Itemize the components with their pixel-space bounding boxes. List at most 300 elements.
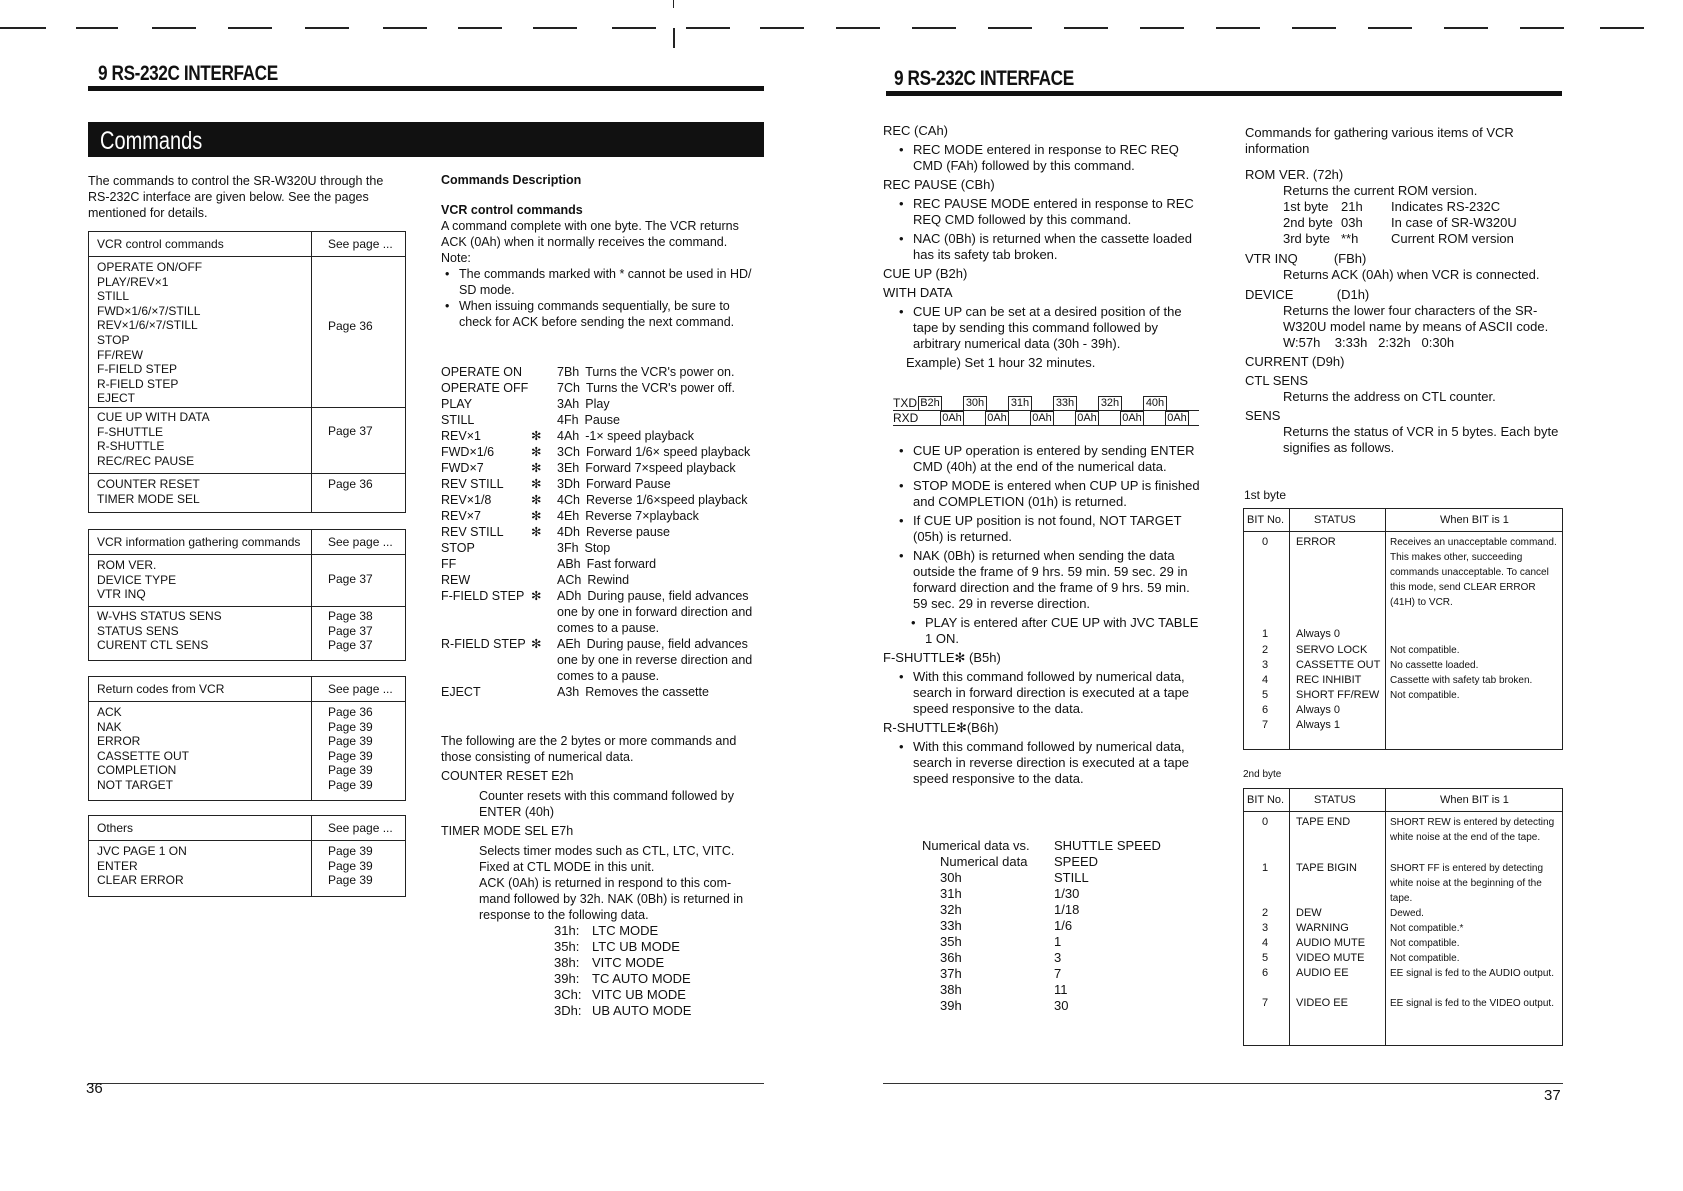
command-name: FF (441, 557, 457, 571)
bit-number: 0 (1262, 816, 1269, 828)
table-cell: ACK NAK ERROR CASSETTE OUT COMPLETION NOT TARGET (97, 705, 190, 792)
command-code: 7Bh (557, 365, 580, 379)
command-title: F-SHUTTLE✻ (B5h) (883, 650, 1001, 665)
footer-rule-left (88, 1083, 764, 1084)
paragraph: Returns the status of VCR in 5 bytes. Each byte signifies as follows. (1283, 424, 1559, 455)
header-rule-right (886, 91, 1562, 96)
bit-description: No cassette loaded. (1390, 660, 1479, 671)
bullet-item: • With this command followed by numerical data, search in forward direction is executed at a tape speed responsive to the data. (895, 669, 1205, 717)
command-code: ADh (557, 589, 582, 603)
commands-description (441, 172, 761, 330)
section-subtitle: VCR control commands (441, 203, 583, 217)
bit-status: AUDIO EE (1296, 967, 1349, 979)
bit-status: TAPE BIGIN (1296, 862, 1357, 874)
shuttle-row (922, 886, 1182, 902)
command-code: 3Eh (557, 461, 580, 475)
command-row (441, 364, 771, 380)
command-title: VTR INQ (FBh) (1245, 251, 1367, 266)
bit-status: WARNING (1296, 922, 1349, 934)
mode-code: 31h: (554, 923, 580, 938)
shuttle-data: 36h (940, 950, 962, 965)
command-row (441, 444, 771, 460)
command-code: 4Ch (557, 493, 580, 507)
txd-label: TXD (893, 396, 917, 410)
command-description (557, 588, 771, 636)
command-row (441, 684, 771, 700)
byte-label: 2nd byte (1243, 769, 1282, 780)
command-title: REC (CAh) (883, 123, 949, 138)
table-cell: Page 36 Page 39 Page 39 Page 39 Page 39 Page 39 (328, 705, 373, 792)
rom-value: 03h (1341, 215, 1363, 230)
bit-description: EE signal is fed to the AUDIO output. (1390, 968, 1554, 979)
command-title: COUNTER RESET E2h (441, 769, 574, 783)
bit-number: 1 (1262, 862, 1269, 874)
shuttle-speed: 1/30 (1054, 886, 1080, 901)
command-text: Removes the cassette (585, 685, 709, 699)
table-cell: Page 36 (328, 319, 373, 333)
command-text: Pause (584, 413, 620, 427)
command-code: ABh (557, 557, 581, 571)
command-code: 3Ah (557, 397, 580, 411)
shuttle-row (922, 918, 1182, 934)
column-header: BIT No. (1247, 514, 1285, 526)
txd-byte: 33h (1053, 396, 1077, 410)
table-page-header: See page ... (328, 682, 393, 696)
bit-number: 7 (1262, 997, 1269, 1009)
command-text: Forward 1/6× speed playback (585, 445, 751, 459)
timer-mode-row (554, 923, 761, 939)
command-text: Play (585, 397, 610, 411)
mode-name: VITC UB MODE (592, 987, 686, 1002)
txd-rxd-diagram (893, 396, 1203, 426)
shuttle-data: 35h (940, 934, 962, 949)
command-row (441, 524, 771, 540)
command-name: R-FIELD STEP (441, 637, 526, 651)
command-text: Forward 7×speed playback (585, 461, 736, 475)
command-row (441, 492, 771, 508)
command-name: REV×7 (441, 509, 481, 523)
command-name: FWD×1/6 (441, 445, 495, 459)
command-title: WITH DATA (883, 285, 953, 300)
shuttle-data: 33h (940, 918, 962, 933)
command-text: Reverse 1/6×speed playback (585, 493, 748, 507)
rom-desc: Indicates RS-232C (1391, 199, 1501, 214)
shuttle-speed: 1/18 (1054, 902, 1080, 917)
command-code: A3h (557, 685, 580, 699)
command-description (557, 412, 771, 428)
command-code: 4Fh (557, 413, 579, 427)
timer-mode-row (554, 971, 761, 987)
rxd-byte: 0Ah (985, 411, 1009, 425)
bit-number: 1 (1262, 628, 1269, 640)
shuttle-speed: 11 (1054, 982, 1068, 997)
table-cell: Page 38 Page 37 Page 37 (328, 609, 373, 653)
command-description (557, 364, 771, 380)
bit-number: 2 (1262, 644, 1269, 656)
table-page-header: See page ... (328, 535, 393, 549)
paragraph: Returns ACK (0Ah) when VCR is connected. (1283, 267, 1540, 282)
command-description (557, 380, 771, 396)
command-description (557, 636, 771, 684)
bit-status: SHORT FF/REW (1296, 689, 1380, 701)
bit-description: Receives an unacceptable command. This makes other, succeeding commands unacceptable. To cancel this mode, send CLEAR ERROR (41H) to VCR. (1390, 537, 1557, 608)
status-byte2-table (1243, 788, 1563, 1046)
bit-status: SERVO LOCK (1296, 644, 1368, 656)
mode-code: 3Dh: (554, 1003, 582, 1018)
bit-number: 6 (1262, 967, 1269, 979)
rom-byte: 1st byte (1283, 199, 1329, 214)
command-name: FWD×7 (441, 461, 484, 475)
table-page-header: See page ... (328, 237, 393, 251)
command-row (441, 636, 771, 684)
command-row (441, 380, 771, 396)
command-code: 3Fh (557, 541, 579, 555)
txd-byte: 30h (963, 396, 987, 410)
rxd-byte: 0Ah (1030, 411, 1054, 425)
command-name: OPERATE OFF (441, 381, 529, 395)
status-byte1-table (1243, 508, 1563, 750)
command-name: STILL (441, 413, 475, 427)
bit-description: SHORT FF is entered by detecting white noise at the beginning of the tape. (1390, 863, 1544, 904)
command-row (441, 556, 771, 572)
rom-row (1283, 231, 1561, 247)
command-text: Forward Pause (585, 477, 671, 491)
bullet-item: • STOP MODE is entered when CUP UP is finished and COMPLETION (01h) is returned. (895, 478, 1205, 510)
command-name: REV×1 (441, 429, 481, 443)
banner-title: Commands (100, 127, 203, 155)
table-cell: OPERATE ON/OFF PLAY/REV×1 STILL FWD×1/6/×7/STILL REV×1/6/×7/STILL STOP FF/REW F-FIELD STEP R-FIELD STEP EJECT (97, 260, 203, 406)
command-text: -1× speed playback (585, 429, 695, 443)
table-cell: Page 36 (328, 477, 373, 491)
paragraph: Returns the lower four characters of the SR-W320U model name by means of ASCII code. (1283, 303, 1549, 334)
mode-name: LTC UB MODE (592, 939, 680, 954)
rec-section (883, 123, 1203, 371)
footer-rule-right (883, 1083, 1563, 1084)
command-description (557, 572, 771, 588)
command-mark: ✻ (531, 445, 542, 459)
command-title: DEVICE (D1h) (1245, 287, 1370, 302)
command-mark: ✻ (531, 637, 542, 651)
commands-banner (88, 122, 764, 157)
cueup-section (883, 443, 1205, 787)
rxd-byte: 0Ah (1075, 411, 1099, 425)
rxd-byte: 0Ah (1165, 411, 1189, 425)
page-header-left: 9 RS-232C INTERFACE (98, 62, 278, 85)
bit-number: 7 (1262, 719, 1269, 731)
shuttle-data: 39h (940, 998, 962, 1013)
command-name: REV STILL (441, 477, 504, 491)
table-cell: Page 37 (328, 424, 373, 438)
command-mark: ✻ (531, 525, 542, 539)
shuttle-row (922, 998, 1182, 1014)
shuttle-row (922, 870, 1182, 886)
note-item: • The commands marked with * cannot be used in HD/ SD mode. (441, 266, 761, 298)
table-cell: Page 39 Page 39 Page 39 (328, 844, 373, 888)
bit-description: Not compatible. (1390, 953, 1460, 964)
shuttle-speed: 1 (1054, 934, 1062, 949)
command-row (441, 508, 771, 524)
command-row (441, 588, 771, 636)
byte-label: 1st byte (1244, 488, 1287, 502)
numeric-commands (441, 733, 761, 1019)
command-title: TIMER MODE SEL E7h (441, 824, 574, 838)
timer-mode-list (554, 923, 761, 1019)
shuttle-row (922, 950, 1182, 966)
timer-mode-row (554, 1003, 761, 1019)
table-cell: W-VHS STATUS SENS STATUS SENS CURENT CTL SENS (97, 609, 222, 653)
bullet-item: • REC MODE entered in response to REC REQ CMD (FAh) followed by this command. (895, 142, 1203, 174)
command-row (441, 428, 771, 444)
rom-desc: In case of SR-W320U (1391, 215, 1517, 230)
page-header-right: 9 RS-232C INTERFACE (894, 67, 1074, 90)
bit-number: 5 (1262, 952, 1269, 964)
bit-description: SHORT REW is entered by detecting white noise at the end of the tape. (1390, 817, 1555, 843)
bit-description: Cassette with safety tab broken. (1390, 675, 1533, 686)
mode-code: 38h: (554, 955, 580, 970)
command-text: Stop (584, 541, 611, 555)
shuttle-speed: 7 (1054, 966, 1062, 981)
table-header: Others (97, 821, 134, 835)
command-description (557, 460, 771, 476)
paragraph: Counter resets with this command followed by ENTER (40h) (479, 789, 734, 819)
vcr-info-table (88, 529, 406, 661)
command-text: Turns the VCR's power on. (585, 365, 735, 379)
command-title: SENS (1245, 408, 1281, 423)
bit-status: Always 0 (1296, 628, 1341, 640)
table-header: VCR information gathering commands (97, 535, 301, 549)
rxd-byte: 0Ah (1120, 411, 1144, 425)
bit-number: 0 (1262, 536, 1269, 548)
command-title: CTL SENS (1245, 373, 1309, 388)
command-name: PLAY (441, 397, 473, 411)
bit-status: DEW (1296, 907, 1322, 919)
command-mark: ✻ (531, 429, 542, 443)
txd-byte: 32h (1098, 396, 1122, 410)
bit-status: TAPE END (1296, 816, 1351, 828)
table-page-header: See page ... (328, 821, 393, 835)
rom-value: **h (1341, 231, 1359, 246)
command-description (557, 524, 771, 540)
command-name: STOP (441, 541, 475, 555)
table-header: Numerical data (940, 854, 1028, 869)
command-text: During pause, field advances one by one in forward direction and comes to a pause. (557, 589, 753, 635)
command-code: 3Ch (557, 445, 580, 459)
shuttle-speed-table (922, 838, 1182, 1014)
mode-code: 35h: (554, 939, 580, 954)
command-description (557, 444, 771, 460)
bit-number: 6 (1262, 704, 1269, 716)
paragraph: Returns the address on CTL counter. (1283, 389, 1496, 404)
command-row (441, 412, 771, 428)
bit-number: 3 (1262, 922, 1269, 934)
intro-text: The commands to control the SR-W320U through the RS-232C interface are given below. See the pages mentioned for details. (88, 174, 384, 220)
command-code: ACh (557, 573, 582, 587)
section-title: Commands Description (441, 173, 582, 187)
shuttle-row (922, 982, 1182, 998)
rxd-byte: 0Ah (940, 411, 964, 425)
bit-number: 2 (1262, 907, 1269, 919)
shuttle-data: 30h (940, 870, 962, 885)
txd-byte: B2h (918, 396, 942, 410)
bullet-item: • REC PAUSE MODE entered in response to REC REQ CMD followed by this command. (895, 196, 1203, 228)
table-header: Return codes from VCR (97, 682, 225, 696)
bit-status: AUDIO MUTE (1296, 937, 1366, 949)
command-code: 3Dh (557, 477, 580, 491)
mode-code: 3Ch: (554, 987, 582, 1002)
table-cell: CUE UP WITH DATA F-SHUTTLE R-SHUTTLE REC/REC PAUSE (97, 410, 210, 468)
command-code: 4Ah (557, 429, 580, 443)
mode-code: 39h: (554, 971, 580, 986)
bit-description: Not compatible. (1390, 690, 1460, 701)
bit-number: 4 (1262, 937, 1269, 949)
column-header: STATUS (1314, 794, 1356, 806)
bullet-item: • CUE UP can be set at a desired position of the tape by sending this command followed by arbitrary numerical data (30h - 39h). (895, 304, 1203, 352)
shuttle-data: 37h (940, 966, 962, 981)
command-description (557, 396, 771, 412)
note-item: • When issuing commands sequentially, be sure to check for ACK before sending the next command. (441, 298, 761, 330)
command-description (557, 556, 771, 572)
bullet-item: • NAK (0Bh) is returned when sending the data outside the frame of 9 hrs. 59 min. 59 sec. 29 in forward direction and the frame of 9 hrs. 59 min. 59 sec. 29 in reverse direction. (895, 548, 1205, 612)
header-rule-left (88, 86, 764, 91)
bullet-item: • With this command followed by numerical data, search in reverse direction is executed at a tape speed responsive to the data. (895, 739, 1205, 787)
command-text: Reverse pause (585, 525, 671, 539)
bit-status: REC INHIBIT (1296, 674, 1362, 686)
command-code: 4Dh (557, 525, 580, 539)
command-name: F-FIELD STEP (441, 589, 525, 603)
bullet-item: • CUE UP operation is entered by sending ENTER CMD (40h) at the end of the numerical data. (895, 443, 1205, 475)
command-row (441, 540, 771, 556)
command-mark: ✻ (531, 493, 542, 507)
paragraph: Selects timer modes such as CTL, LTC, VITC. Fixed at CTL MODE in this unit. ACK (0Ah) is returned in respond to this com-mand followed by 32h. NAK (0Bh) is returned in response to the following data. (479, 844, 744, 922)
command-name: EJECT (441, 685, 481, 699)
page-number-left: 36 (86, 1080, 103, 1097)
bit-description: Not compatible.* (1390, 923, 1464, 934)
bit-status: VIDEO MUTE (1296, 952, 1365, 964)
table-header: SPEED (1054, 854, 1099, 869)
command-mark: ✻ (531, 509, 542, 523)
mode-name: TC AUTO MODE (592, 971, 691, 986)
column-header: STATUS (1314, 514, 1356, 526)
shuttle-speed: 3 (1054, 950, 1062, 965)
bit-description: EE signal is fed to the VIDEO output. (1390, 998, 1554, 1009)
bit-number: 3 (1262, 659, 1269, 671)
command-text: Turns the VCR's power off. (585, 381, 735, 395)
note-label: Note: (441, 251, 471, 265)
paragraph: Returns the current ROM version. (1283, 183, 1478, 198)
bit-status: Always 0 (1296, 704, 1341, 716)
bit-status: ERROR (1296, 536, 1336, 548)
command-code: 7Ch (557, 381, 580, 395)
example-text: Example) Set 1 hour 32 minutes. (906, 355, 1096, 370)
command-row (441, 476, 771, 492)
table-cell: COUNTER RESET TIMER MODE SEL (97, 477, 200, 506)
bullet-item: • NAC (0Bh) is returned when the cassette loaded has its safety tab broken. (895, 231, 1203, 263)
bit-description: Dewed. (1390, 908, 1424, 919)
command-description (557, 508, 771, 524)
bit-status: VIDEO EE (1296, 997, 1348, 1009)
command-mark: ✻ (531, 461, 542, 475)
others-table (88, 815, 406, 897)
rom-byte: 2nd byte (1283, 215, 1333, 230)
column-header: When BIT is 1 (1440, 794, 1509, 806)
command-code: AEh (557, 637, 581, 651)
shuttle-row (922, 902, 1182, 918)
command-row (441, 460, 771, 476)
command-title: ROM VER. (72h) (1245, 167, 1344, 182)
command-text: Fast forward (586, 557, 657, 571)
shuttle-data: 32h (940, 902, 962, 917)
command-code: 4Eh (557, 509, 580, 523)
mode-name: LTC MODE (592, 923, 659, 938)
command-title: CURRENT (D9h) (1245, 354, 1345, 369)
command-title: R-SHUTTLE✻(B6h) (883, 720, 999, 735)
column-header: BIT No. (1247, 794, 1285, 806)
table-cell: JVC PAGE 1 ON ENTER CLEAR ERROR (97, 844, 187, 888)
bit-number: 4 (1262, 674, 1269, 686)
rom-row (1283, 215, 1561, 231)
rxd-label: RXD (893, 411, 919, 425)
shuttle-speed: STILL (1054, 870, 1089, 885)
command-name: REW (441, 573, 471, 587)
command-title: CUE UP (B2h) (883, 266, 968, 281)
timer-mode-row (554, 939, 761, 955)
mode-name: UB AUTO MODE (592, 1003, 692, 1018)
shuttle-row (922, 934, 1182, 950)
bullet-item: • PLAY is entered after CUE UP with JVC TABLE 1 ON. (907, 615, 1205, 647)
bullet-item: • If CUE UP position is not found, NOT TARGET (05h) is returned. (895, 513, 1205, 545)
rom-value: 21h (1341, 199, 1363, 214)
bit-number: 5 (1262, 689, 1269, 701)
shuttle-speed: 30 (1054, 998, 1069, 1013)
command-description (557, 684, 771, 700)
command-row (441, 572, 771, 588)
command-text: During pause, field advances one by one in reverse direction and comes to a pause. (557, 637, 753, 683)
command-name: REV×1/8 (441, 493, 492, 507)
txd-byte: 40h (1143, 396, 1167, 410)
command-name: OPERATE ON (441, 365, 523, 379)
page-number-right: 37 (1544, 1087, 1561, 1104)
command-mark: ✻ (531, 477, 542, 491)
command-description (557, 492, 771, 508)
rom-desc: Current ROM version (1391, 231, 1514, 246)
command-name: REV STILL (441, 525, 504, 539)
table-cell: Page 37 (328, 572, 373, 586)
command-list (441, 364, 771, 700)
table-header: SHUTTLE SPEED (1054, 838, 1161, 853)
command-description (557, 476, 771, 492)
mode-name: VITC MODE (592, 955, 665, 970)
shuttle-data: 38h (940, 982, 962, 997)
device-codes: W:57h 3:33h 2:32h 0:30h (1283, 335, 1455, 350)
table-header: Numerical data vs. (922, 838, 1030, 853)
info-section (1245, 125, 1561, 456)
bit-status: CASSETTE OUT (1296, 659, 1381, 671)
shuttle-data: 31h (940, 886, 962, 901)
command-description (557, 540, 771, 556)
command-text: Reverse 7×playback (585, 509, 699, 523)
column-header: When BIT is 1 (1440, 514, 1509, 526)
bit-status: Always 1 (1296, 719, 1341, 731)
table-header: VCR control commands (97, 237, 224, 251)
vcr-control-table (88, 231, 406, 513)
shuttle-row (922, 966, 1182, 982)
command-description (557, 428, 771, 444)
bit-description: Not compatible. (1390, 645, 1460, 656)
paragraph: Commands for gathering various items of VCR information (1245, 125, 1514, 156)
paragraph: A command complete with one byte. The VCR returns ACK (0Ah) when it normally receives the command. (441, 219, 739, 249)
shuttle-speed: 1/6 (1054, 918, 1073, 933)
command-row (441, 396, 771, 412)
